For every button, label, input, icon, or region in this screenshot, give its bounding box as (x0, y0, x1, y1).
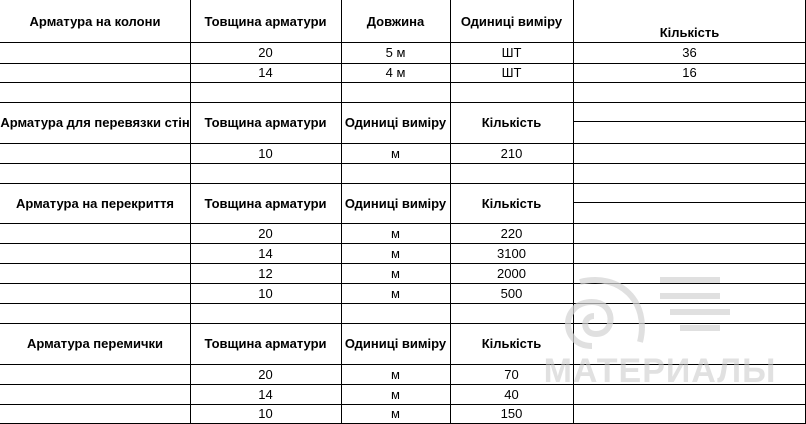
column-header: Товщина арматури (204, 13, 327, 29)
table-cell: ШТ (501, 45, 522, 60)
table-cell: 36 (682, 45, 697, 60)
grid-line (0, 82, 806, 83)
table-cell: м (391, 245, 400, 261)
column-header: Товщина арматури (204, 115, 327, 130)
table-cell: 14 (258, 65, 273, 80)
table-cell: 70 (504, 366, 519, 382)
grid-line (0, 303, 806, 304)
table-cell: 150 (500, 406, 523, 421)
table-cell: 14 (258, 245, 273, 261)
section-title: Арматура перемички (26, 336, 164, 351)
column-header: Товщина арматури (204, 336, 327, 351)
table-cell: 2000 (497, 265, 526, 281)
table-cell: 10 (258, 285, 273, 301)
table-cell: 4 м (385, 65, 406, 80)
table-cell: м (391, 265, 400, 281)
column-header: Товщина арматури (204, 195, 327, 211)
table-cell: м (391, 225, 400, 241)
table-cell: 3100 (497, 245, 526, 261)
column-header: Кількість (659, 24, 720, 40)
table-cell: м (391, 386, 400, 402)
table-cell: 5 м (385, 45, 406, 60)
table-cell: 20 (258, 366, 273, 382)
table-cell: 16 (682, 65, 697, 80)
table-cell: м (391, 285, 400, 301)
table-cell: 10 (258, 145, 273, 161)
table-cell: м (391, 406, 400, 421)
table-cell: 20 (258, 225, 273, 241)
column-header: Одиниці виміру (344, 195, 447, 211)
table-cell: 12 (258, 265, 273, 281)
table-cell: 20 (258, 45, 273, 60)
table-cell: 10 (258, 406, 273, 421)
column-header: Одиниці виміру (344, 115, 447, 130)
table-cell: м (391, 145, 400, 161)
column-header: Кількість (481, 115, 542, 130)
table-cell: 210 (500, 145, 523, 161)
table-cell: 500 (500, 285, 523, 301)
section-title: Арматура для перевязки стін (0, 115, 190, 130)
table-cell: м (391, 366, 400, 382)
table-cell: ШТ (501, 65, 522, 80)
table-cell: 40 (504, 386, 519, 402)
grid-line (573, 121, 806, 122)
section-title: Арматура на перекриття (15, 195, 175, 211)
column-header: Одиниці виміру (344, 336, 447, 351)
column-header: Довжина (366, 13, 425, 29)
column-header: Одиниці виміру (460, 13, 563, 29)
grid-line (573, 202, 806, 203)
column-header: Кількість (481, 195, 542, 211)
table-cell: 220 (500, 225, 523, 241)
table-cell: 14 (258, 386, 273, 402)
column-header: Кількість (481, 336, 542, 351)
watermark-text: МАТЕРИАЛЫ (543, 352, 777, 390)
section-title: Арматура на колони (29, 13, 161, 29)
grid-line (0, 163, 806, 164)
